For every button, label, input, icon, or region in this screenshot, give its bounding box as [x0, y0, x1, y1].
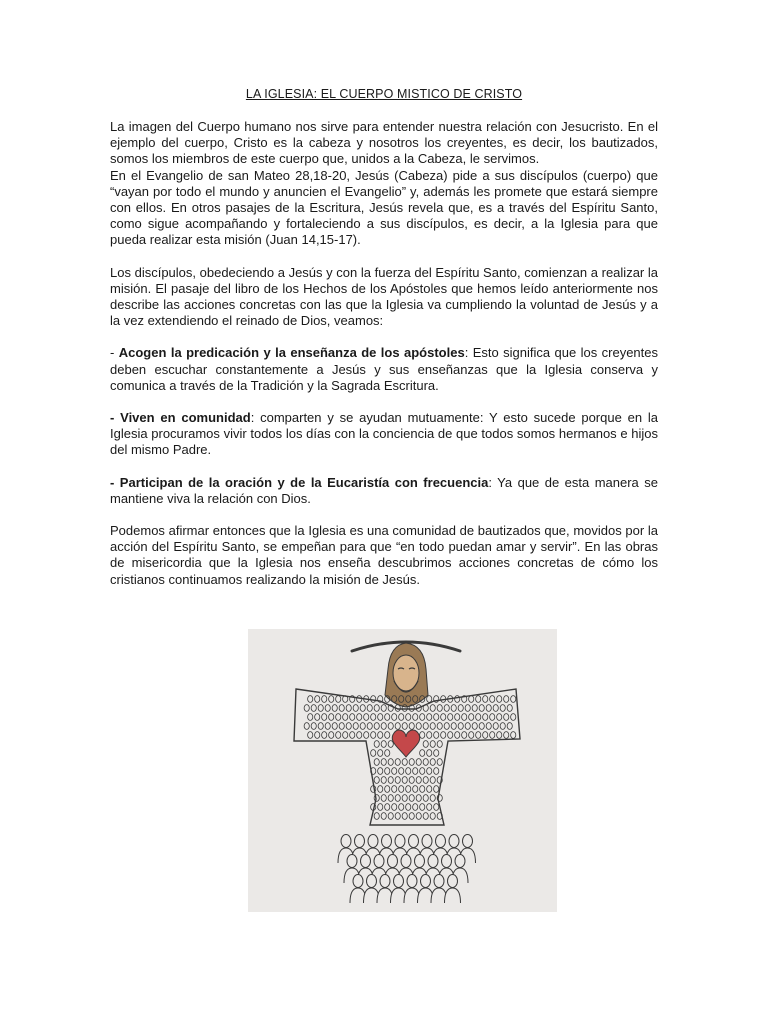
bullet-acogen-text: : Esto significa que los creyentes deben escuchar constantemente a Jesús y sus enseñanzas que la Iglesia conserva y comunica a través de la Tradición y la Sagrada Escritura.: [110, 345, 658, 393]
crowd-person-head: [347, 855, 357, 868]
crowd-person-head: [380, 875, 390, 888]
crowd-person-head: [442, 855, 452, 868]
bullet-acogen-heading: Acogen la predicación y la enseñanza de los apóstoles: [118, 345, 465, 361]
crowd-person-head: [428, 855, 438, 868]
crowd-person-head: [401, 855, 411, 868]
crowd-person-head: [421, 875, 431, 888]
paragraph-mateo: En el Evangelio de san Mateo 28,18-20, Jesús (Cabeza) pide a sus discípulos (cuerpo) que “vayan por todo el mundo y anuncien el Evangelio” y, además les promete que estará siempre con ellos. En otros pasajes de la Escritura, Jesús revela que, es a través del Espíritu Santo, como sigue acompañando y fortaleciendo a sus discípulos, es decir, a la Iglesia para que pueda realizar esta misión (Juan 14,15-17).: [110, 167, 658, 248]
crowd-person-head: [353, 875, 363, 888]
crowd-person-head: [463, 835, 473, 848]
bullet-acogen-prefix: -: [110, 345, 119, 361]
crowd-person-head: [434, 875, 444, 888]
crowd-person-head: [449, 835, 459, 848]
crowd-person-head: [388, 855, 398, 868]
crowd-person-head: [448, 875, 458, 888]
crowd-person-head: [368, 835, 378, 848]
crowd-person-head: [361, 855, 371, 868]
crowd-person-head: [395, 835, 405, 848]
crowd-person-head: [341, 835, 351, 848]
bullet-viven-heading: - Viven en comunidad: [110, 410, 251, 426]
paragraph-discipulos: Los discípulos, obedeciendo a Jesús y con la fuerza del Espíritu Santo, comienzan a realizar la misión. El pasaje del libro de los Hechos de los Apóstoles que hemos leído anteriormente nos describe las acciones concretas con las que la Iglesia va cumpliendo la voluntad de Jesús y a la vez extendiendo el reinado de Dios, veamos:: [110, 264, 658, 329]
illustration-svg: [248, 629, 557, 912]
bullet-participan-heading: - Participan de la oración y de la Eucaristía con frecuencia: [110, 474, 489, 490]
crowd-person-head: [455, 855, 465, 868]
crowd-person-head: [407, 875, 417, 888]
crowd-person-head: [394, 875, 404, 888]
crowd-person-head: [355, 835, 365, 848]
bullet-participan-text: : Ya que de esta manera se mantiene viva la relación con Dios.: [110, 474, 658, 506]
crowd-person-head: [409, 835, 419, 848]
paragraph-intro: La imagen del Cuerpo humano nos sirve para entender nuestra relación con Jesucristo. En el ejemplo del cuerpo, Cristo es la cabeza y nosotros los creyentes, es decir, los bautizados, somos los miembros de este cuerpo que, unidos a la Cabeza, le servimos.: [110, 119, 658, 167]
crowd-person-head: [422, 835, 432, 848]
document-title: LA IGLESIA: EL CUERPO MISTICO DE CRISTO: [245, 87, 523, 101]
bullet-acogen: [110, 345, 658, 394]
christ-body-illustration: [248, 629, 557, 912]
bullet-viven: [110, 410, 658, 459]
crowd-person-body: [445, 888, 461, 903]
crowd-person-head: [374, 855, 384, 868]
paragraph-conclusion: Podemos afirmar entonces que la Iglesia es una comunidad de bautizados que, movidos por la acción del Espíritu Santo, se empeñan para que “en todo puedan amar y servir”. En las obras de misericordia que la Iglesia nos enseña descubrimos acciones concretas de cómo los cristianos continuamos realizando la misión de Jesús.: [110, 523, 658, 587]
bullet-participan: [110, 475, 658, 507]
crowd-person-head: [436, 835, 446, 848]
crowd-person-head: [415, 855, 425, 868]
document-body: [110, 119, 658, 588]
crowd-person-head: [382, 835, 392, 848]
crowd-person-head: [367, 875, 377, 888]
bullet-viven-text: : comparten y se ayudan mutuamente: Y esto sucede porque en la Iglesia procuramos vivir todos los días con la conciencia de que todos somos hermanos e hijos del mismo Padre.: [110, 410, 659, 458]
